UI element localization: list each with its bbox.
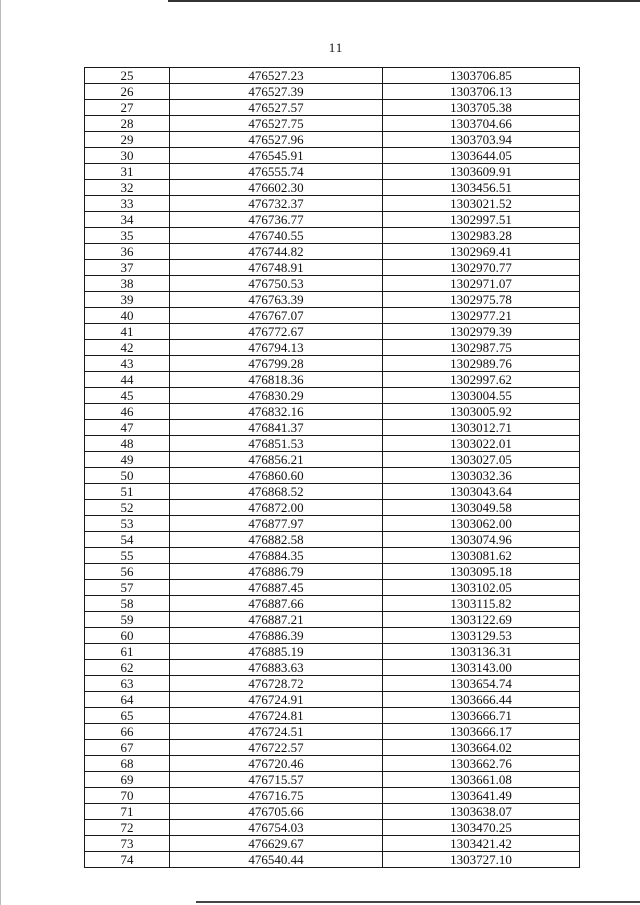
y-coordinate-cell: 1303102.05: [383, 580, 580, 596]
point-number-cell: 53: [85, 516, 170, 532]
x-coordinate-cell: 476715.57: [170, 772, 383, 788]
x-coordinate-cell: 476736.77: [170, 212, 383, 228]
x-coordinate-cell: 476527.75: [170, 116, 383, 132]
x-coordinate-cell: 476868.52: [170, 484, 383, 500]
x-coordinate-cell: 476705.66: [170, 804, 383, 820]
point-number-cell: 65: [85, 708, 170, 724]
y-coordinate-cell: 1303027.05: [383, 452, 580, 468]
table-row: [85, 116, 580, 132]
x-coordinate-cell: 476851.53: [170, 436, 383, 452]
x-coordinate-cell: 476724.51: [170, 724, 383, 740]
y-coordinate-cell: 1303456.51: [383, 180, 580, 196]
x-coordinate-cell: 476886.39: [170, 628, 383, 644]
y-coordinate-cell: 1303095.18: [383, 564, 580, 580]
y-coordinate-cell: 1303664.02: [383, 740, 580, 756]
x-coordinate-cell: 476882.58: [170, 532, 383, 548]
y-coordinate-cell: 1303062.00: [383, 516, 580, 532]
table-row: [85, 356, 580, 372]
y-coordinate-cell: 1303012.71: [383, 420, 580, 436]
x-coordinate-cell: 476841.37: [170, 420, 383, 436]
y-coordinate-cell: 1303005.92: [383, 404, 580, 420]
y-coordinate-cell: 1303703.94: [383, 132, 580, 148]
y-coordinate-cell: 1303074.96: [383, 532, 580, 548]
x-coordinate-cell: 476856.21: [170, 452, 383, 468]
table-row: [85, 644, 580, 660]
x-coordinate-cell: 476527.57: [170, 100, 383, 116]
y-coordinate-cell: 1302983.28: [383, 228, 580, 244]
x-coordinate-cell: 476750.53: [170, 276, 383, 292]
y-coordinate-cell: 1303706.85: [383, 68, 580, 84]
table-row: [85, 68, 580, 84]
y-coordinate-cell: 1302997.51: [383, 212, 580, 228]
table-row: [85, 132, 580, 148]
x-coordinate-cell: 476763.39: [170, 292, 383, 308]
point-number-cell: 43: [85, 356, 170, 372]
table-row: [85, 468, 580, 484]
x-coordinate-cell: 476884.35: [170, 548, 383, 564]
table-row: [85, 628, 580, 644]
y-coordinate-cell: 1303122.69: [383, 612, 580, 628]
x-coordinate-cell: 476887.21: [170, 612, 383, 628]
point-number-cell: 56: [85, 564, 170, 580]
y-coordinate-cell: 1303032.36: [383, 468, 580, 484]
x-coordinate-cell: 476799.28: [170, 356, 383, 372]
table-row: [85, 276, 580, 292]
y-coordinate-cell: 1303004.55: [383, 388, 580, 404]
table-row: [85, 740, 580, 756]
table-row: [85, 340, 580, 356]
x-coordinate-cell: 476767.07: [170, 308, 383, 324]
y-coordinate-cell: 1303143.00: [383, 660, 580, 676]
y-coordinate-cell: 1303666.71: [383, 708, 580, 724]
x-coordinate-cell: 476886.79: [170, 564, 383, 580]
point-number-cell: 44: [85, 372, 170, 388]
point-number-cell: 73: [85, 836, 170, 852]
point-number-cell: 30: [85, 148, 170, 164]
point-number-cell: 55: [85, 548, 170, 564]
point-number-cell: 59: [85, 612, 170, 628]
x-coordinate-cell: 476722.57: [170, 740, 383, 756]
table-row: [85, 164, 580, 180]
point-number-cell: 52: [85, 500, 170, 516]
x-coordinate-cell: 476724.91: [170, 692, 383, 708]
y-coordinate-cell: 1303081.62: [383, 548, 580, 564]
point-number-cell: 26: [85, 84, 170, 100]
table-row: [85, 852, 580, 868]
table-row: [85, 596, 580, 612]
x-coordinate-cell: 476830.29: [170, 388, 383, 404]
point-number-cell: 29: [85, 132, 170, 148]
y-coordinate-cell: 1303421.42: [383, 836, 580, 852]
point-number-cell: 39: [85, 292, 170, 308]
x-coordinate-cell: 476794.13: [170, 340, 383, 356]
table-row: [85, 516, 580, 532]
point-number-cell: 34: [85, 212, 170, 228]
point-number-cell: 72: [85, 820, 170, 836]
table-row: [85, 820, 580, 836]
point-number-cell: 63: [85, 676, 170, 692]
table-row: [85, 836, 580, 852]
table-row: [85, 772, 580, 788]
y-coordinate-cell: 1303129.53: [383, 628, 580, 644]
y-coordinate-cell: 1303662.76: [383, 756, 580, 772]
table-row: [85, 724, 580, 740]
y-coordinate-cell: 1303661.08: [383, 772, 580, 788]
point-number-cell: 38: [85, 276, 170, 292]
x-coordinate-cell: 476555.74: [170, 164, 383, 180]
point-number-cell: 54: [85, 532, 170, 548]
table-row: [85, 564, 580, 580]
table-row: [85, 548, 580, 564]
point-number-cell: 57: [85, 580, 170, 596]
table-row: [85, 804, 580, 820]
point-number-cell: 46: [85, 404, 170, 420]
point-number-cell: 66: [85, 724, 170, 740]
table-row: [85, 660, 580, 676]
table-row: [85, 148, 580, 164]
point-number-cell: 62: [85, 660, 170, 676]
table-row: [85, 228, 580, 244]
point-number-cell: 42: [85, 340, 170, 356]
x-coordinate-cell: 476772.67: [170, 324, 383, 340]
y-coordinate-cell: 1302979.39: [383, 324, 580, 340]
x-coordinate-cell: 476887.45: [170, 580, 383, 596]
table-row: [85, 500, 580, 516]
x-coordinate-cell: 476818.36: [170, 372, 383, 388]
point-number-cell: 64: [85, 692, 170, 708]
x-coordinate-cell: 476860.60: [170, 468, 383, 484]
y-coordinate-cell: 1303704.66: [383, 116, 580, 132]
point-number-cell: 45: [85, 388, 170, 404]
table-row: [85, 788, 580, 804]
table-row: [85, 676, 580, 692]
y-coordinate-cell: 1303043.64: [383, 484, 580, 500]
table-row: [85, 212, 580, 228]
y-coordinate-cell: 1303706.13: [383, 84, 580, 100]
table-row: [85, 196, 580, 212]
x-coordinate-cell: 476527.96: [170, 132, 383, 148]
y-coordinate-cell: 1302970.77: [383, 260, 580, 276]
x-coordinate-cell: 476728.72: [170, 676, 383, 692]
table-row: [85, 292, 580, 308]
point-number-cell: 69: [85, 772, 170, 788]
x-coordinate-cell: 476754.03: [170, 820, 383, 836]
point-number-cell: 33: [85, 196, 170, 212]
scan-edge-left: [0, 0, 1, 905]
y-coordinate-cell: 1303666.44: [383, 692, 580, 708]
x-coordinate-cell: 476744.82: [170, 244, 383, 260]
y-coordinate-cell: 1302989.76: [383, 356, 580, 372]
table-row: [85, 692, 580, 708]
x-coordinate-cell: 476887.66: [170, 596, 383, 612]
point-number-cell: 60: [85, 628, 170, 644]
table-row: [85, 180, 580, 196]
table-row: [85, 420, 580, 436]
page-number: 11: [328, 40, 344, 55]
point-number-cell: 25: [85, 68, 170, 84]
point-number-cell: 32: [85, 180, 170, 196]
point-number-cell: 71: [85, 804, 170, 820]
y-coordinate-cell: 1303727.10: [383, 852, 580, 868]
x-coordinate-cell: 476872.00: [170, 500, 383, 516]
table-row: [85, 612, 580, 628]
y-coordinate-cell: 1303638.07: [383, 804, 580, 820]
point-number-cell: 61: [85, 644, 170, 660]
point-number-cell: 68: [85, 756, 170, 772]
y-coordinate-cell: 1303641.49: [383, 788, 580, 804]
table-row: [85, 484, 580, 500]
point-number-cell: 48: [85, 436, 170, 452]
x-coordinate-cell: 476527.23: [170, 68, 383, 84]
y-coordinate-cell: 1303022.01: [383, 436, 580, 452]
x-coordinate-cell: 476832.16: [170, 404, 383, 420]
y-coordinate-cell: 1303654.74: [383, 676, 580, 692]
coordinates-table-body: [85, 68, 580, 868]
y-coordinate-cell: 1302997.62: [383, 372, 580, 388]
table-row: [85, 244, 580, 260]
y-coordinate-cell: 1303049.58: [383, 500, 580, 516]
table-row: [85, 100, 580, 116]
x-coordinate-cell: 476740.55: [170, 228, 383, 244]
x-coordinate-cell: 476883.63: [170, 660, 383, 676]
scan-edge-bottom: [196, 901, 640, 903]
table-row: [85, 260, 580, 276]
point-number-cell: 49: [85, 452, 170, 468]
point-number-cell: 58: [85, 596, 170, 612]
y-coordinate-cell: 1303470.25: [383, 820, 580, 836]
point-number-cell: 70: [85, 788, 170, 804]
table-row: [85, 404, 580, 420]
point-number-cell: 50: [85, 468, 170, 484]
point-number-cell: 67: [85, 740, 170, 756]
x-coordinate-cell: 476885.19: [170, 644, 383, 660]
y-coordinate-cell: 1302969.41: [383, 244, 580, 260]
table-row: [85, 452, 580, 468]
point-number-cell: 28: [85, 116, 170, 132]
y-coordinate-cell: 1302987.75: [383, 340, 580, 356]
y-coordinate-cell: 1303666.17: [383, 724, 580, 740]
x-coordinate-cell: 476602.30: [170, 180, 383, 196]
y-coordinate-cell: 1303115.82: [383, 596, 580, 612]
point-number-cell: 36: [85, 244, 170, 260]
point-number-cell: 27: [85, 100, 170, 116]
table-row: [85, 324, 580, 340]
point-number-cell: 37: [85, 260, 170, 276]
y-coordinate-cell: 1303136.31: [383, 644, 580, 660]
scan-edge-top: [168, 0, 640, 2]
y-coordinate-cell: 1303705.38: [383, 100, 580, 116]
y-coordinate-cell: 1303644.05: [383, 148, 580, 164]
table-row: [85, 756, 580, 772]
x-coordinate-cell: 476732.37: [170, 196, 383, 212]
x-coordinate-cell: 476877.97: [170, 516, 383, 532]
table-row: [85, 436, 580, 452]
x-coordinate-cell: 476540.44: [170, 852, 383, 868]
table-row: [85, 388, 580, 404]
point-number-cell: 47: [85, 420, 170, 436]
point-number-cell: 41: [85, 324, 170, 340]
x-coordinate-cell: 476545.91: [170, 148, 383, 164]
table-row: [85, 308, 580, 324]
point-number-cell: 40: [85, 308, 170, 324]
table-row: [85, 580, 580, 596]
x-coordinate-cell: 476527.39: [170, 84, 383, 100]
point-number-cell: 31: [85, 164, 170, 180]
point-number-cell: 35: [85, 228, 170, 244]
table-row: [85, 708, 580, 724]
x-coordinate-cell: 476716.75: [170, 788, 383, 804]
y-coordinate-cell: 1303021.52: [383, 196, 580, 212]
table-row: [85, 532, 580, 548]
x-coordinate-cell: 476724.81: [170, 708, 383, 724]
table-row: [85, 372, 580, 388]
x-coordinate-cell: 476748.91: [170, 260, 383, 276]
x-coordinate-cell: 476629.67: [170, 836, 383, 852]
table-row: [85, 84, 580, 100]
y-coordinate-cell: 1302977.21: [383, 308, 580, 324]
point-number-cell: 51: [85, 484, 170, 500]
y-coordinate-cell: 1303609.91: [383, 164, 580, 180]
coordinates-table: [84, 67, 580, 868]
y-coordinate-cell: 1302971.07: [383, 276, 580, 292]
y-coordinate-cell: 1302975.78: [383, 292, 580, 308]
x-coordinate-cell: 476720.46: [170, 756, 383, 772]
point-number-cell: 74: [85, 852, 170, 868]
